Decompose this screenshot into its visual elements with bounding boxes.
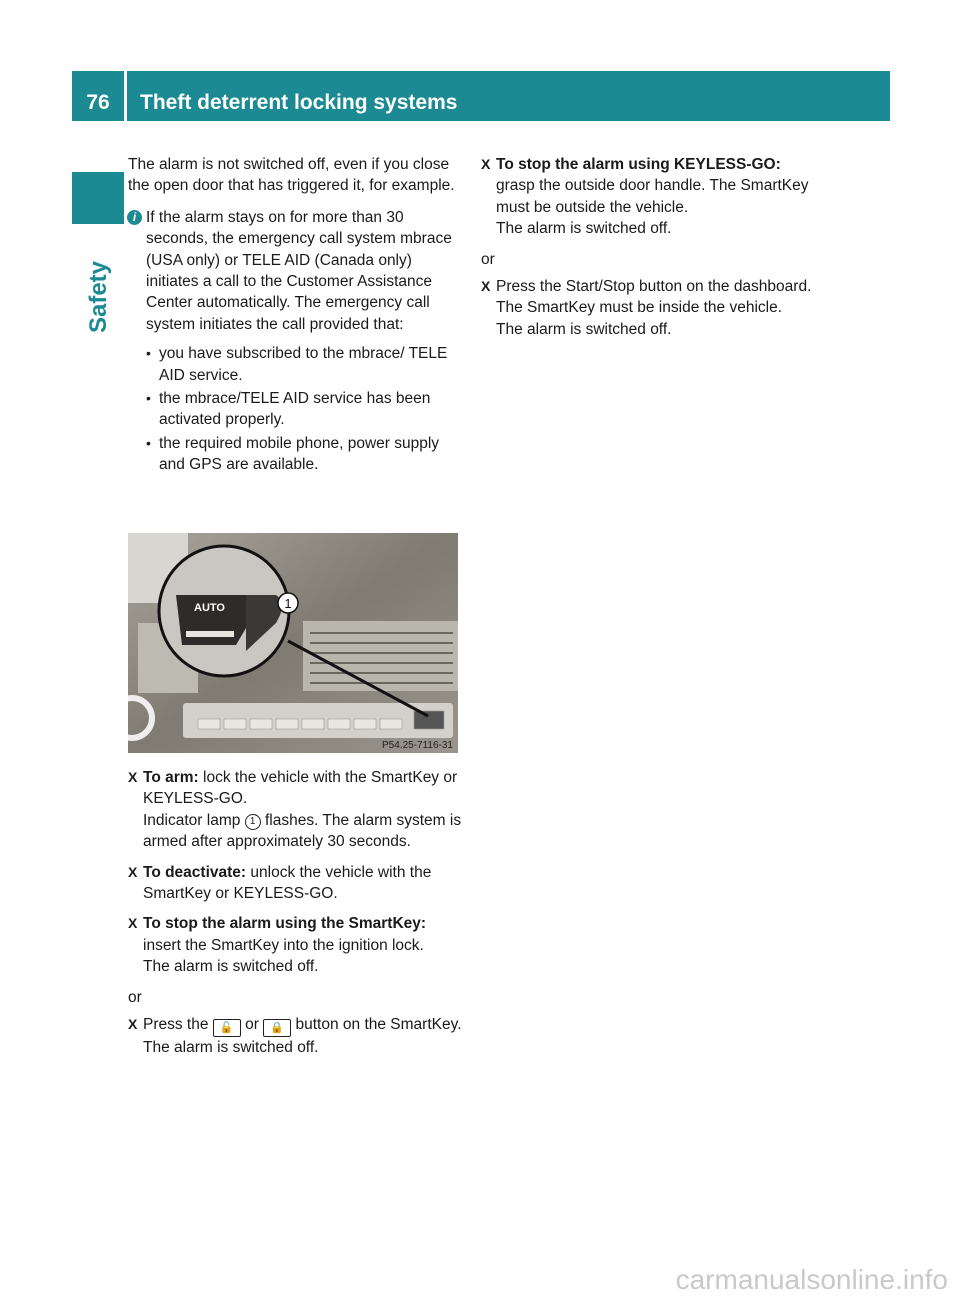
header-divider: [124, 71, 127, 121]
unlock-icon: 🔓: [213, 1019, 241, 1037]
step-start-stop: [481, 276, 821, 340]
page-number: 76: [86, 91, 110, 114]
left-steps: [128, 767, 462, 1067]
step-text: The alarm is switched off.: [143, 958, 319, 976]
right-column: [481, 154, 821, 349]
lock-icon: 🔒: [263, 1019, 291, 1037]
step-stop-keyless-go: [481, 154, 821, 240]
callout-icon: 1: [245, 814, 261, 830]
step-text: lock the vehicle with the SmartKey or KEYLESS-GO.: [143, 769, 458, 808]
page-title: Theft deterrent locking systems: [140, 91, 458, 114]
condition-list: [128, 343, 462, 475]
step-text: The alarm is switched off.: [143, 1039, 319, 1057]
step-arrow-icon: X: [481, 156, 491, 172]
step-arrow-icon: X: [481, 278, 491, 295]
image-code: P54.25-7116-31: [382, 740, 453, 751]
step-text: Indicator lamp: [143, 811, 245, 829]
step-heading: To deactivate:: [143, 863, 247, 881]
info-note: [128, 207, 462, 335]
step-heading: To arm:: [143, 769, 199, 786]
step-arrow-icon: X: [128, 915, 138, 932]
auto-button-label: AUTO: [194, 602, 225, 614]
step-deactivate: [128, 862, 462, 905]
intro-paragraph: The alarm is not switched off, even if you close the open door that has triggered it, for example.: [128, 156, 455, 195]
info-text: If the alarm stays on for more than 30 seconds, the emergency call system mbrace (USA only) or TELE AID (Canada only) initiates a call to the Customer Assistance Center automatically. The emergency call system initiates the call provided that:: [146, 208, 452, 333]
step-text: flashes. The alarm system is armed after approximately 30 seconds.: [143, 811, 462, 851]
step-press-button: [128, 1014, 462, 1058]
step-text: or: [240, 1016, 264, 1034]
or-separator: or: [128, 988, 142, 1006]
step-text: The alarm is switched off.: [496, 320, 672, 338]
step-text: unlock the vehicle with the SmartKey or KEYLESS-GO.: [143, 863, 432, 903]
step-arrow-icon: X: [128, 1016, 138, 1033]
left-column: [128, 154, 462, 486]
step-arm: [128, 767, 462, 853]
step-text: The alarm is switched off.: [496, 220, 672, 238]
step-text: Press the Start/Stop button on the dashboard. The SmartKey must be inside the vehicle.: [496, 278, 812, 317]
dashboard-illustration: [128, 533, 458, 753]
dashboard-photo: [128, 533, 458, 753]
list-item: • the mbrace/TELE AID service has been activated properly.: [146, 388, 462, 431]
step-text: Press the: [143, 1016, 213, 1034]
or-separator: or: [481, 250, 495, 268]
step-arrow-icon: X: [128, 863, 138, 880]
section-tab: [74, 242, 124, 352]
info-icon: i: [127, 210, 142, 225]
step-arrow-icon: X: [128, 769, 138, 785]
section-tab-block: [72, 172, 124, 224]
section-tab-label: Safety: [85, 260, 112, 334]
step-text: button on the SmartKey.: [291, 1016, 462, 1034]
step-text: insert the SmartKey into the ignition lock.: [143, 936, 424, 954]
callout-number: 1: [284, 596, 292, 611]
step-heading: To stop the alarm using the SmartKey:: [143, 915, 427, 933]
step-heading: To stop the alarm using KEYLESS-GO:: [496, 156, 781, 173]
list-item: • you have subscribed to the mbrace/ TELE AID service.: [146, 343, 462, 386]
list-item: • the required mobile phone, power supply and GPS are available.: [146, 433, 462, 476]
watermark: carmanualsonline.info: [675, 1264, 948, 1295]
step-stop-smartkey: [128, 913, 462, 977]
step-text: grasp the outside door handle. The SmartKey must be outside the vehicle.: [496, 177, 809, 216]
